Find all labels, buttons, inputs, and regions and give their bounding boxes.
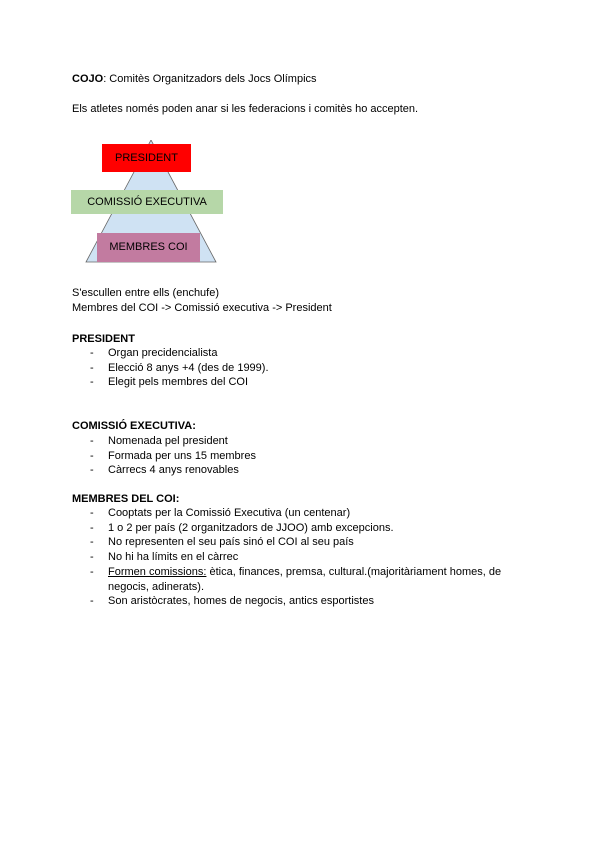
list-item: - Elecció 8 anys +4 (des de 1999).	[90, 361, 269, 374]
list-item: - Cooptats per la Comissió Executiva (un centenar)	[90, 507, 351, 519]
cojo-term: COJO	[72, 73, 104, 85]
list-item: - 1 o 2 per país (2 organitzadors de JJOO) amb excepcions.	[90, 521, 394, 534]
section-membres-title: MEMBRES DEL COI:	[72, 493, 180, 505]
section-comissio-title: COMISSIÓ EXECUTIVA:	[72, 420, 196, 432]
list-item-continuation: negocis, adinerats).	[108, 580, 204, 593]
comissio-list	[72, 434, 256, 478]
cojo-definition: : Comitès Organitzadors dels Jocs Olímpics	[103, 73, 317, 85]
election-line-1: S'escullen entre ells (enchufe)	[72, 287, 220, 299]
list-item: - No hi ha límits en el càrrec	[90, 551, 239, 564]
list-item: - Nomenada pel president	[90, 435, 228, 447]
president-label: PRESIDENT	[115, 152, 178, 164]
list-item: - Formen comissions: ètica, finances, premsa, cultural.(majoritàriament homes, de	[90, 565, 502, 578]
list-item: - Elegit pels membres del COI	[90, 376, 248, 389]
list-item: - Formada per uns 15 membres	[90, 449, 256, 462]
comissio-label: COMISSIÓ EXECUTIVA	[87, 196, 207, 208]
intro-note: Els atletes només poden anar si les federacions i comitès ho accepten.	[72, 103, 419, 115]
intro-definition	[72, 72, 317, 86]
membres-label: MEMBRES COI	[109, 241, 188, 253]
membres-list	[72, 506, 501, 609]
list-item: - No representen el seu país sinó el COI al seu país	[90, 536, 354, 549]
list-item: - Son aristòcrates, homes de negocis, antics esportistes	[90, 595, 374, 608]
list-item: - Càrrecs 4 anys renovables	[90, 464, 239, 477]
president-list	[72, 346, 269, 390]
section-president-title: PRESIDENT	[72, 333, 135, 345]
hierarchy-pyramid	[70, 140, 230, 270]
commissions-underlined: Formen comissions:	[108, 565, 207, 578]
list-item: - Organ precidencialista	[90, 347, 218, 359]
election-line-2: Membres del COI -> Comissió executiva -> President	[72, 302, 332, 314]
